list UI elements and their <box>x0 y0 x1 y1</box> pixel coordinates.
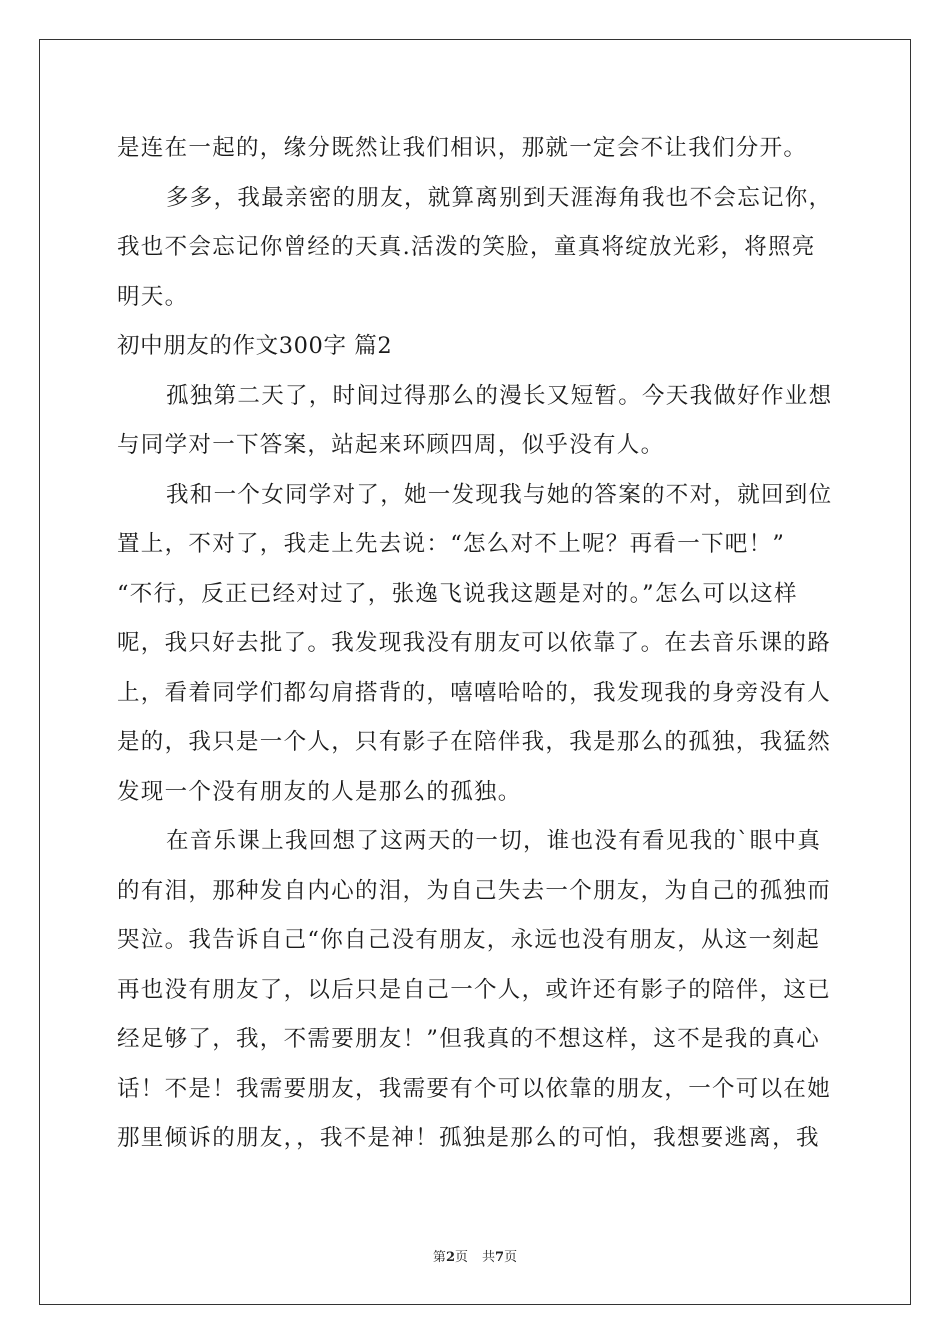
page-suffix: 页 <box>454 1250 468 1265</box>
text-line: 明天。 <box>117 283 189 310</box>
text-line: 发现一个没有朋友的人是那么的孤独。 <box>117 778 522 805</box>
text-line: 呢，我只好去批了。我发现我没有朋友可以依靠了。在去音乐课的路 <box>117 630 832 656</box>
section-heading: 初中朋友的作文300字 篇2 <box>117 333 393 359</box>
total-suffix: 页 <box>504 1250 518 1265</box>
document-body <box>117 129 833 1169</box>
text-line: 哭泣。我告诉自己“你自己没有朋友，永远也没有朋友，从这一刻起 <box>117 927 821 953</box>
text-line: 与同学对一下答案，站起来环顾四周，似乎没有人。 <box>117 432 665 458</box>
text-line: 我和一个女同学对了，她一发现我与她的答案的不对，就回到位 <box>166 481 833 508</box>
text-line: 话！不是！我需要朋友，我需要有个可以依靠的朋友，一个可以在她 <box>117 1075 832 1102</box>
text-line: 那里倾诉的朋友，，我不是神！孤独是那么的可怕，我想要逃离，我 <box>117 1125 820 1151</box>
text-line: 经足够了，我，不需要朋友！”但我真的不想这样，这不是我的真心 <box>117 1026 821 1052</box>
text-line: 我也不会忘记你曾经的天真.活泼的笑脸，童真将绽放光彩，将照亮 <box>117 234 816 260</box>
text-line: “不行，反正已经对过了，张逸飞说我这题是对的。”怎么可以这样 <box>117 580 798 607</box>
text-line: 是连在一起的，缘分既然让我们相识，那就一定会不让我们分开。 <box>117 135 808 161</box>
text-line: 置上，不对了，我走上先去说：“怎么对不上呢？再看一下吧！” <box>117 531 786 557</box>
total-prefix: 共 <box>482 1250 496 1265</box>
text-line: 再也没有朋友了，以后只是自己一个人，或许还有影子的陪伴，这已 <box>117 976 832 1003</box>
text-line: 孤独第二天了，时间过得那么的漫长又短暂。今天我做好作业想 <box>166 382 833 409</box>
total-pages: 7 <box>495 1250 505 1265</box>
text-line: 在音乐课上我回想了这两天的一切，谁也没有看见我的`眼中真 <box>166 828 822 854</box>
text-line: 的有泪，那种发自内心的泪，为自己失去一个朋友，为自己的孤独而 <box>117 877 832 904</box>
page-prefix: 第 <box>432 1250 446 1265</box>
page-footer <box>0 1246 950 1265</box>
text-line: 上，看着同学们都勾肩搭背的，嘻嘻哈哈的，我发现我的身旁没有人 <box>117 679 832 706</box>
page-number: 2 <box>445 1250 455 1265</box>
text-line: 是的，我只是一个人，只有影子在陪伴我，我是那么的孤独，我猛然 <box>117 729 832 755</box>
text-line: 多多，我最亲密的朋友，就算离别到天涯海角我也不会忘记你， <box>166 184 833 211</box>
